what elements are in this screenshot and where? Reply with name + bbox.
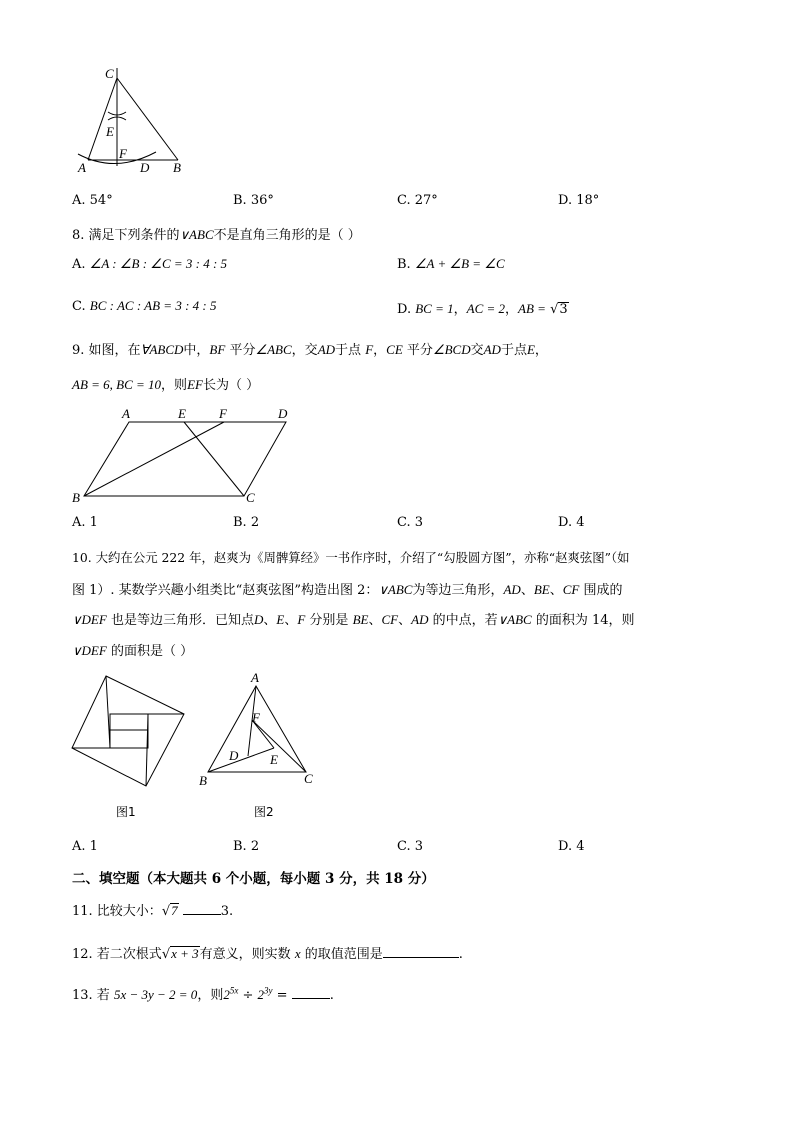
q8-option-a[interactable]: A. ∠A : ∠B : ∠C = 3 : 4 : 5: [72, 256, 228, 272]
q10-stem-line3: ∨DEF 也是等边三角形．已知点D、E、F 分别是 BE、CF、AD 的中点，若∨ABC 的面积为 14，则: [72, 612, 635, 628]
q10-fig2-label-e: E: [270, 752, 278, 767]
section-2-heading: 二、填空题（本大题共 6 个小题，每小题 3 分，共 18 分）: [72, 871, 435, 887]
q9-stem-line2: AB = 6, BC = 10，则EF长为（ ）: [72, 377, 260, 393]
q9-option-d[interactable]: D. 4: [558, 515, 585, 530]
q10-figure-2: [196, 670, 320, 792]
q10-option-b[interactable]: B. 2: [233, 839, 260, 854]
q10-fig1-inner-square: [110, 714, 148, 748]
q10-fig2-segment-cf: [252, 720, 306, 772]
q10-fig2-caption: 图2: [254, 805, 274, 819]
q11-answer-blank[interactable]: [183, 902, 221, 915]
q8-option-c[interactable]: C. BC : AC : AB = 3 : 4 : 5: [72, 298, 217, 314]
q9-label-a: A: [122, 406, 130, 421]
q7-label-a: A: [78, 160, 86, 175]
q11-radicand: 7: [171, 903, 178, 918]
q10-fig2-segment-be: [208, 748, 274, 772]
q10-fig2-label-d: D: [229, 748, 239, 763]
q9-segment-ce: [184, 422, 244, 496]
q7-option-c[interactable]: C. 27°: [397, 193, 438, 208]
q9-stem-line1: 9. 如图，在∀ABCD中，BF 平分∠ABC，交AD于点 F，CE 平分∠BCD交AD于点E，: [72, 342, 548, 358]
q7-label-c: C: [105, 66, 114, 81]
q12-answer-blank[interactable]: [383, 945, 459, 958]
q8-d-radicand: 3: [559, 302, 568, 317]
q10-stem-line4: ∨DEF 的面积是（ ）: [72, 643, 194, 659]
q10-fig2-label-c: C: [304, 771, 313, 786]
q10-stem-line1: 10. 大约在公元 222 年，赵爽为《周髀算经》一书作序时，介绍了“勾股圆方图”，亦称“赵爽弦图”（如: [72, 550, 630, 565]
q10-fig2-label-b: B: [199, 773, 207, 788]
q10-fig2-label-f: F: [252, 710, 260, 725]
q7-label-e: E: [106, 124, 114, 139]
q9-label-c: C: [246, 490, 255, 505]
q10-fig1-caption: 图1: [116, 805, 136, 819]
q9-option-c[interactable]: C. 3: [397, 515, 424, 530]
q7-label-f: F: [119, 146, 127, 161]
q10-fig2-triangle-abc: [208, 686, 306, 772]
q9-figure: [68, 402, 298, 506]
q13-stem: 13. 若 5x − 3y − 2 = 0，则$2^{5x} \div 2^{3y}$ = .: [72, 985, 334, 1003]
q9-label-d: D: [278, 406, 288, 421]
q10-stem-line2: 图 1）. 某数学兴趣小组类比“赵爽弦图”构造出图 2：∨ABC为等边三角形，AD、BE、CF 围成的: [72, 582, 623, 598]
q9-option-b[interactable]: B. 2: [233, 515, 260, 530]
q8-option-d[interactable]: D. BC = 1，AC = 2，AB = √3: [397, 301, 568, 317]
q10-option-a[interactable]: A. 1: [72, 839, 98, 854]
q7-side-ca: [88, 78, 117, 160]
q10-fig2-label-a: A: [251, 670, 259, 685]
q10-fig1-outer-square: [72, 676, 184, 786]
q9-segment-bf: [84, 422, 224, 496]
q7-figure: [70, 62, 200, 178]
q7-option-d[interactable]: D. 18°: [558, 193, 600, 208]
q10-option-c[interactable]: C. 3: [397, 839, 424, 854]
q9-label-e: E: [178, 406, 186, 421]
q12-radicand: x + 3: [171, 946, 199, 961]
q10-fig1-line-1: [106, 676, 110, 748]
q9-option-a[interactable]: A. 1: [72, 515, 98, 530]
q11-stem: 11. 比较大小：√7 3.: [72, 903, 234, 919]
q7-option-a[interactable]: A. 54°: [72, 193, 113, 208]
q12-stem: 12. 若二次根式√x + 3有意义，则实数 x 的取值范围是 .: [72, 946, 463, 962]
q8-option-b[interactable]: B. ∠A + ∠B = ∠C: [397, 256, 505, 272]
q8-stem: 8. 满足下列条件的∨ABC不是直角三角形的是（ ）: [72, 227, 361, 243]
q9-label-f: F: [219, 406, 227, 421]
q7-label-b: B: [173, 160, 181, 175]
q7-label-d: D: [140, 160, 150, 175]
q10-option-d[interactable]: D. 4: [558, 839, 585, 854]
q9-parallelogram: [84, 422, 286, 496]
q13-answer-blank[interactable]: [292, 986, 330, 999]
q9-label-b: B: [72, 490, 80, 505]
q10-figure-1: [70, 672, 188, 790]
q7-option-b[interactable]: B. 36°: [233, 193, 274, 208]
